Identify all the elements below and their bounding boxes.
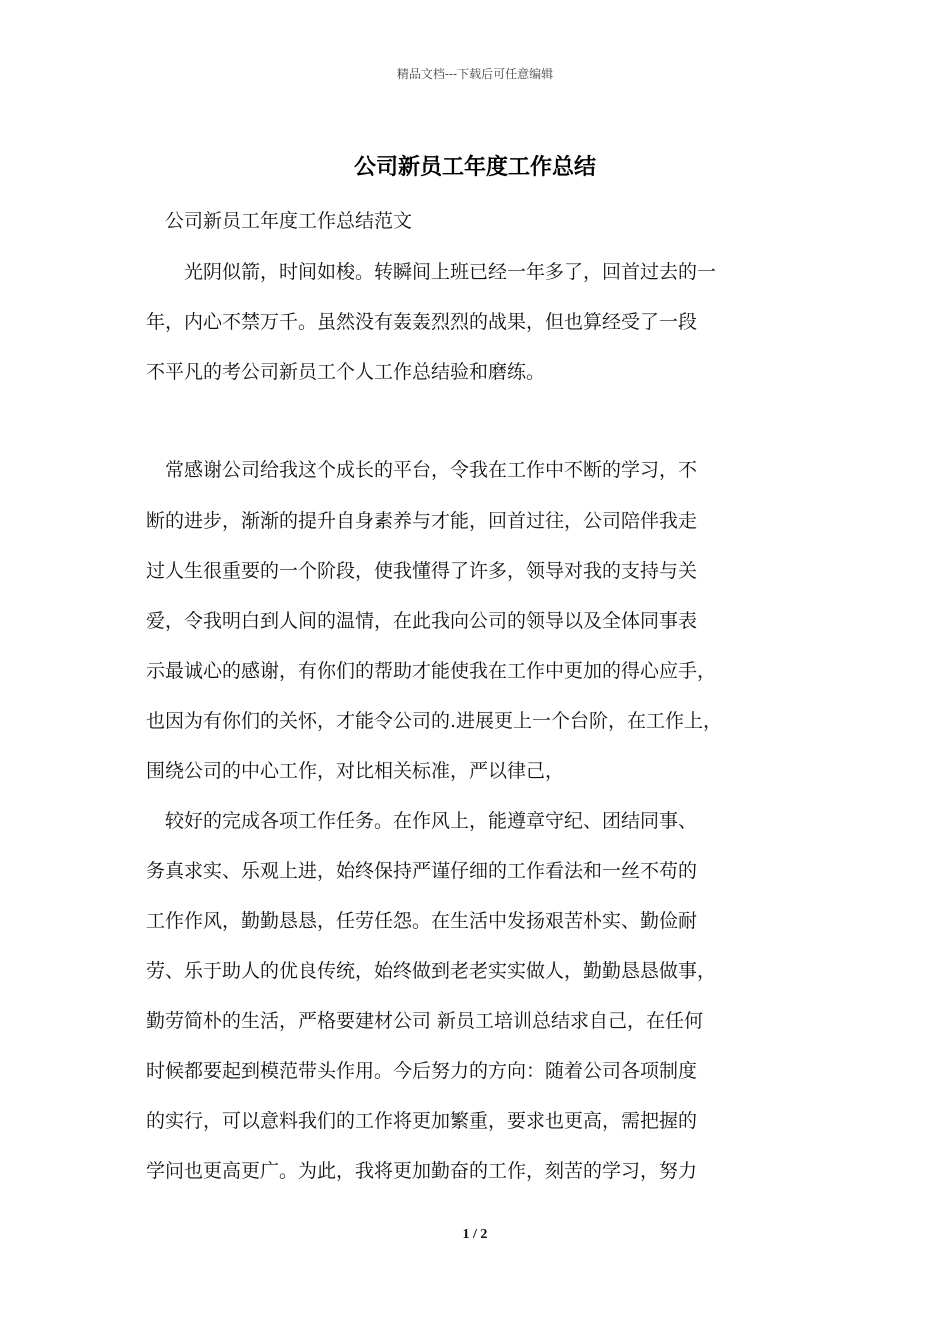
body-line: 示最诚心的感谢，有你们的帮助才能使我在工作中更加的得心应手， [146,660,717,682]
page-header: 精品文档---下载后可任意编辑 [396,67,554,81]
body-line: 不平凡的考公司新员工个人工作总结验和磨练。 [146,361,546,383]
document-title: 公司新员工年度工作总结 [353,154,596,180]
body-line: 围绕公司的中心工作，对比相关标准，严以律己， [146,760,565,782]
body-line: 工作作风，勤勤恳恳，任劳任怨。在生活中发扬艰苦朴实、勤俭耐 [146,910,698,932]
body-line: 光阴似箭，时间如梭。转瞬间上班已经一年多了，回首过去的一 [165,261,717,283]
body-line: 也因为有你们的关怀，才能令公司的.进展更上一个台阶，在工作上， [146,710,723,732]
body-line: 劳、乐于助人的优良传统，始终做到老老实实做人，勤勤恳恳做事， [146,960,717,982]
body-line: 年，内心不禁万千。虽然没有轰轰烈烈的战果，但也算经受了一段 [146,311,698,333]
document-subtitle: 公司新员工年度工作总结范文 [165,210,413,232]
body-line: 时候都要起到模范带头作用。今后努力的方向：随着公司各项制度 [146,1060,698,1082]
body-line: 较好的完成各项工作任务。在作风上，能遵章守纪、团结同事、 [165,810,698,832]
body-line: 断的进步，渐渐的提升自身素养与才能，回首过往，公司陪伴我走 [146,510,698,532]
page-number: 1 / 2 [462,1227,488,1242]
body-line: 的实行，可以意料我们的工作将更加繁重，要求也更高，需把握的 [146,1110,698,1132]
body-line: 勤劳简朴的生活，严格要建材公司 新员工培训总结求自己，在任何 [146,1010,704,1032]
body-line: 爱，令我明白到人间的温情，在此我向公司的领导以及全体同事表 [146,610,698,632]
body-line: 过人生很重要的一个阶段，使我懂得了许多，领导对我的支持与关 [146,560,698,582]
body-line: 务真求实、乐观上进，始终保持严谨仔细的工作看法和一丝不苟的 [146,860,698,882]
body-line: 学问也更高更广。为此，我将更加勤奋的工作，刻苦的学习，努力 [146,1160,698,1182]
body-line: 常感谢公司给我这个成长的平台，令我在工作中不断的学习，不 [165,459,698,481]
